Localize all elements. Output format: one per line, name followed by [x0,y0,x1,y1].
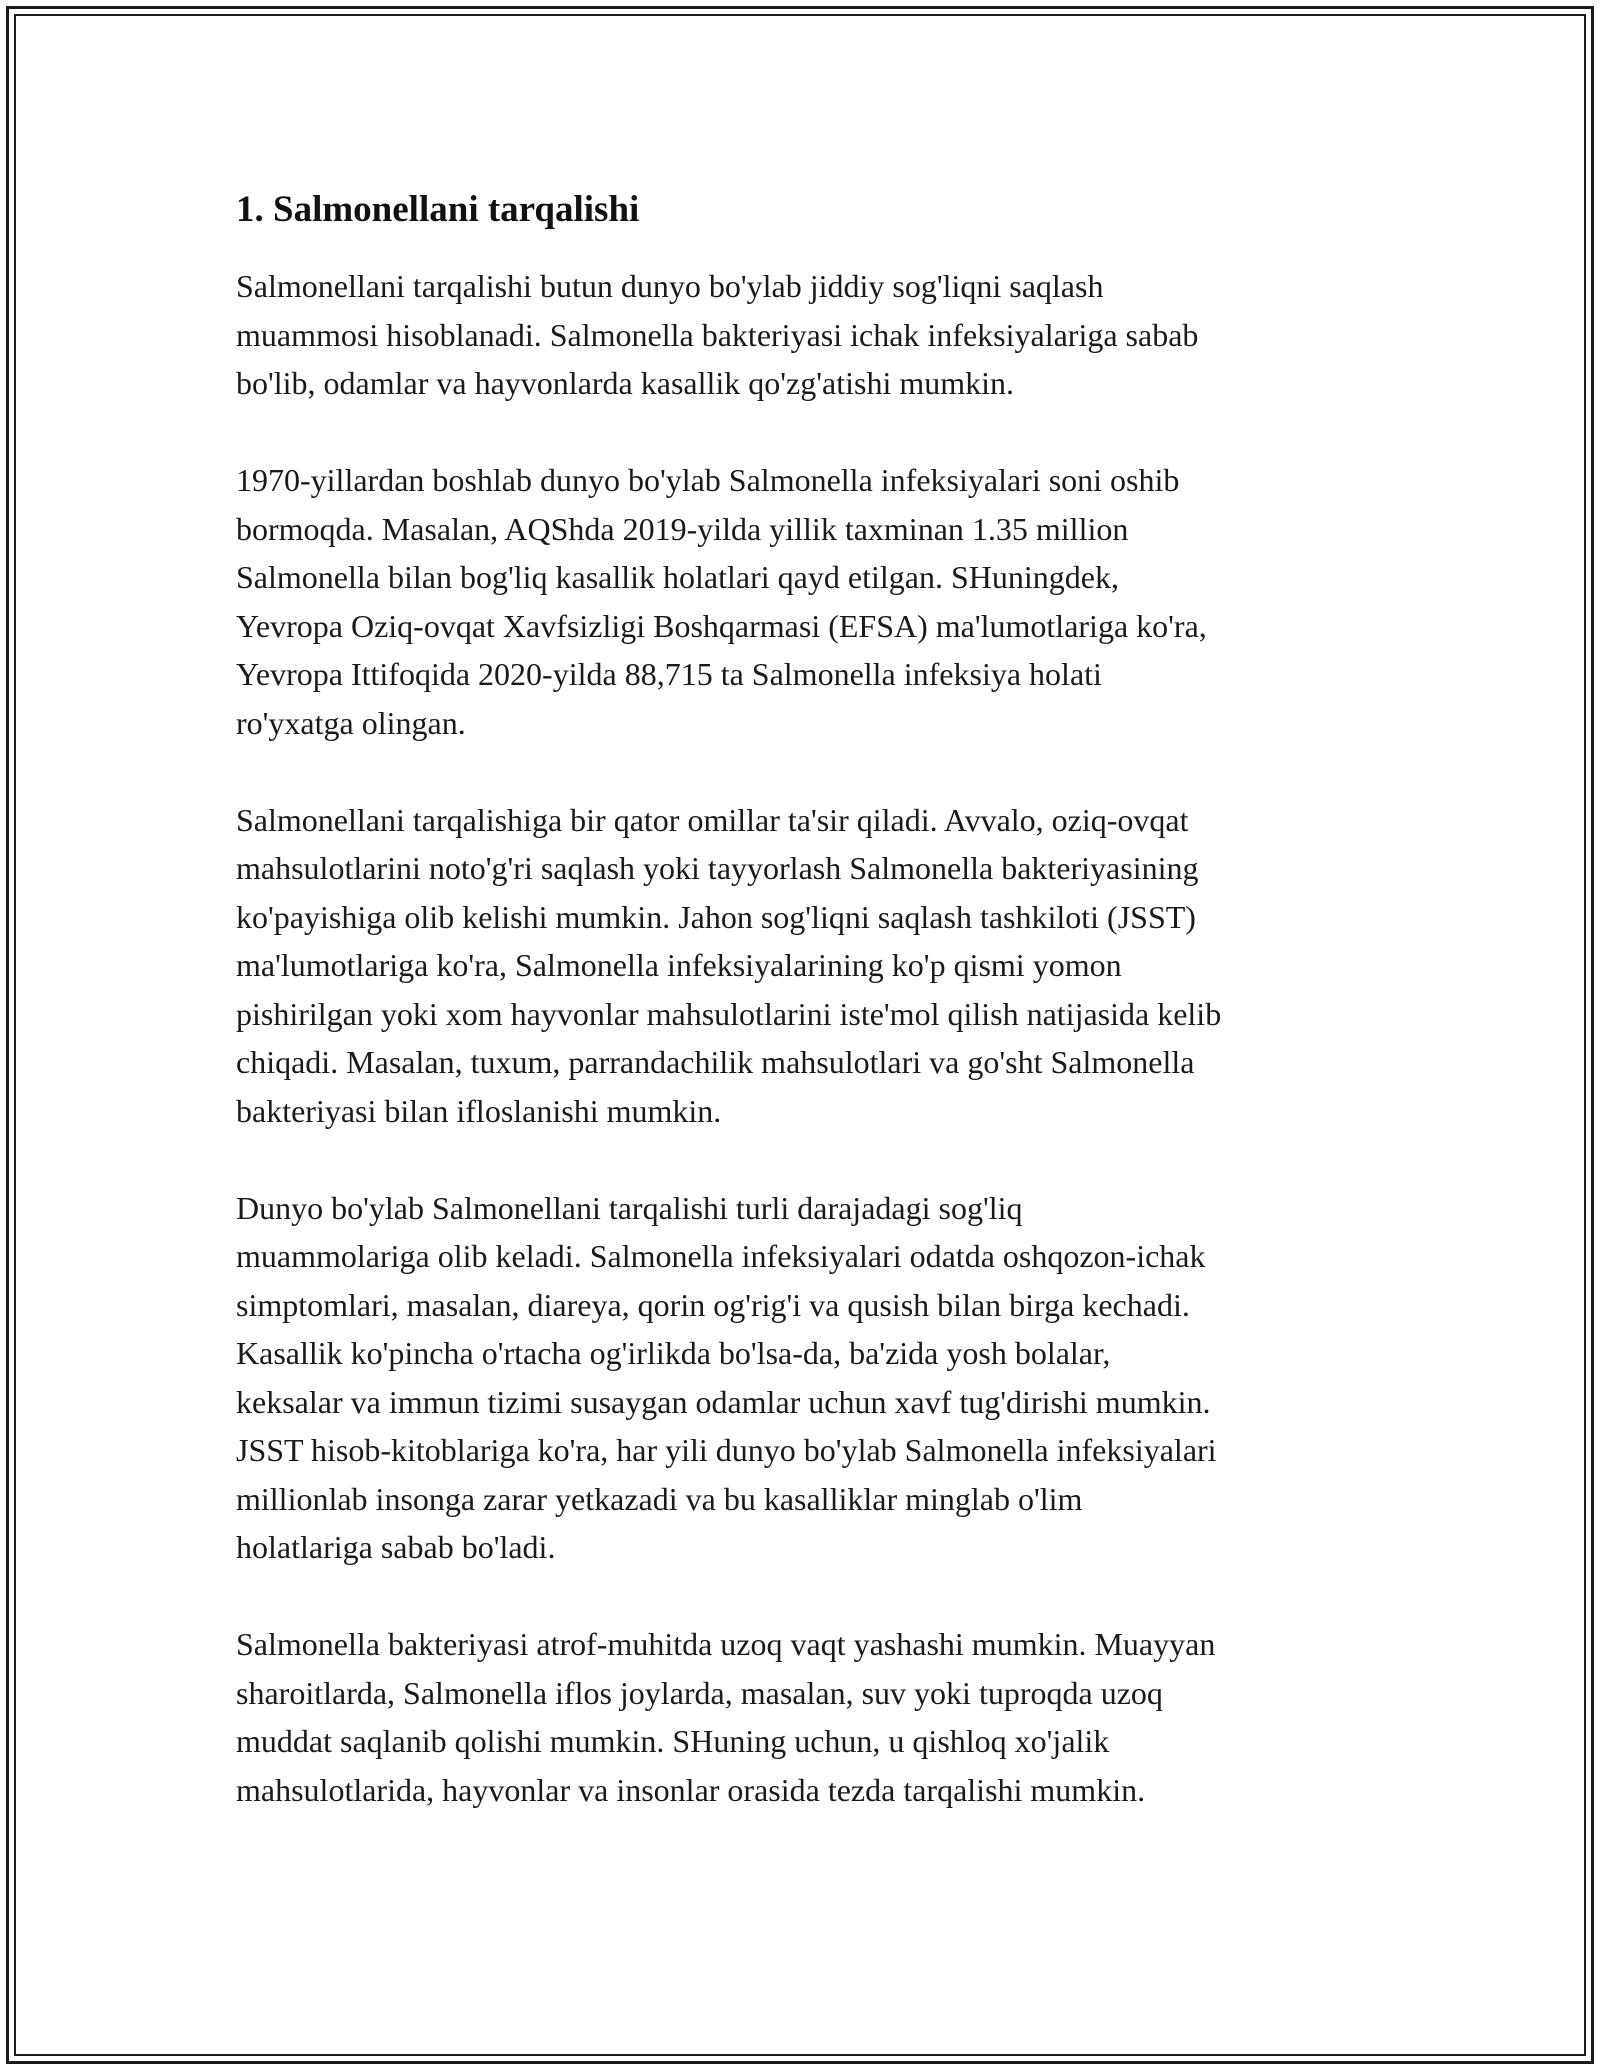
text-line: Kasallik ko'pincha o'rtacha og'irlikda bo'lsa-da, ba'zida yosh bolalar, [236,1335,1111,1371]
text-line: mahsulotlarini noto'g'ri saqlash yoki tayyorlash Salmonella bakteriyasining [236,850,1199,886]
text-line: muammosi hisoblanadi. Salmonella bakteriyasi ichak infeksiyalariga sabab [236,316,1199,353]
paragraph-2 [236,456,1376,747]
text-line: millionlab insonga zarar yetkazadi va bu kasalliklar minglab o'lim [236,1480,1083,1517]
text-line: Salmonellani tarqalishiga bir qator omillar ta'sir qiladi. Avvalo, oziq-ovqat [236,801,1189,838]
text-line: muddat saqlanib qolishi mumkin. SHuning uchun, u qishloq xo'jalik [236,1723,1110,1759]
text-line: sharoitlarda, Salmonella iflos joylarda, masalan, suv yoki tuproqda uzoq [236,1674,1163,1711]
text-line: ro'yxatga olingan. [236,704,466,741]
section-heading: 1. Salmonellani tarqalishi [236,189,640,230]
paragraph-4 [236,1184,1376,1572]
text-line: ko'payishiga olib kelishi mumkin. Jahon sog'liqni saqlash tashkiloti (JSST) [236,898,1196,935]
paragraph-3 [236,796,1376,1136]
text-line: JSST hisob-kitoblariga ko'ra, har yili dunyo bo'ylab Salmonella infeksiyalari [236,1432,1217,1468]
text-line: ma'lumotlariga ko'ra, Salmonella infeksiyalarining ko'p qismi yomon [236,947,1122,983]
text-line: bakteriyasi bilan ifloslanishi mumkin. [236,1092,722,1129]
document-body [236,186,1376,1863]
text-line: bormoqda. Masalan, AQShda 2019-yilda yillik taxminan 1.35 million [236,510,1129,547]
text-line: Salmonellani tarqalishi butun dunyo bo'ylab jiddiy sog'liqni saqlash [236,268,1104,304]
text-line: muammolariga olib keladi. Salmonella infeksiyalari odatda oshqozon-ichak [236,1238,1206,1274]
paragraph-5 [236,1620,1376,1814]
text-line: bo'lib, odamlar va hayvonlarda kasallik qo'zg'atishi mumkin. [236,365,1015,401]
text-line: pishirilgan yoki xom hayvonlar mahsulotlarini iste'mol qilish natijasida kelib [236,995,1222,1032]
text-line: 1970-yillardan boshlab dunyo bo'ylab Salmonella infeksiyalari soni oshib [236,462,1180,498]
text-line: Dunyo bo'ylab Salmonellani tarqalishi turli darajadagi sog'liq [236,1189,1023,1226]
text-line: holatlariga sabab bo'ladi. [236,1529,556,1565]
text-line: chiqadi. Masalan, tuxum, parrandachilik mahsulotlari va go'sht Salmonella [236,1044,1195,1080]
text-line: simptomlari, masalan, diareya, qorin og'rig'i va qusish bilan birga kechadi. [236,1286,1190,1323]
text-line: Yevropa Oziq-ovqat Xavfsizligi Boshqarmasi (EFSA) ma'lumotlariga ko'ra, [236,607,1207,644]
text-line: Salmonella bilan bog'liq kasallik holatlari qayd etilgan. SHuningdek, [236,559,1119,595]
text-line: Salmonella bakteriyasi atrof-muhitda uzoq vaqt yashashi mumkin. Muayyan [236,1626,1216,1662]
text-line: mahsulotlarida, hayvonlar va insonlar orasida tezda tarqalishi mumkin. [236,1771,1146,1808]
text-line: keksalar va immun tizimi susaygan odamlar uchun xavf tug'dirishi mumkin. [236,1383,1211,1420]
text-line: Yevropa Ittifoqida 2020-yilda 88,715 ta Salmonella infeksiya holati [236,656,1102,692]
paragraph-1 [236,262,1376,408]
